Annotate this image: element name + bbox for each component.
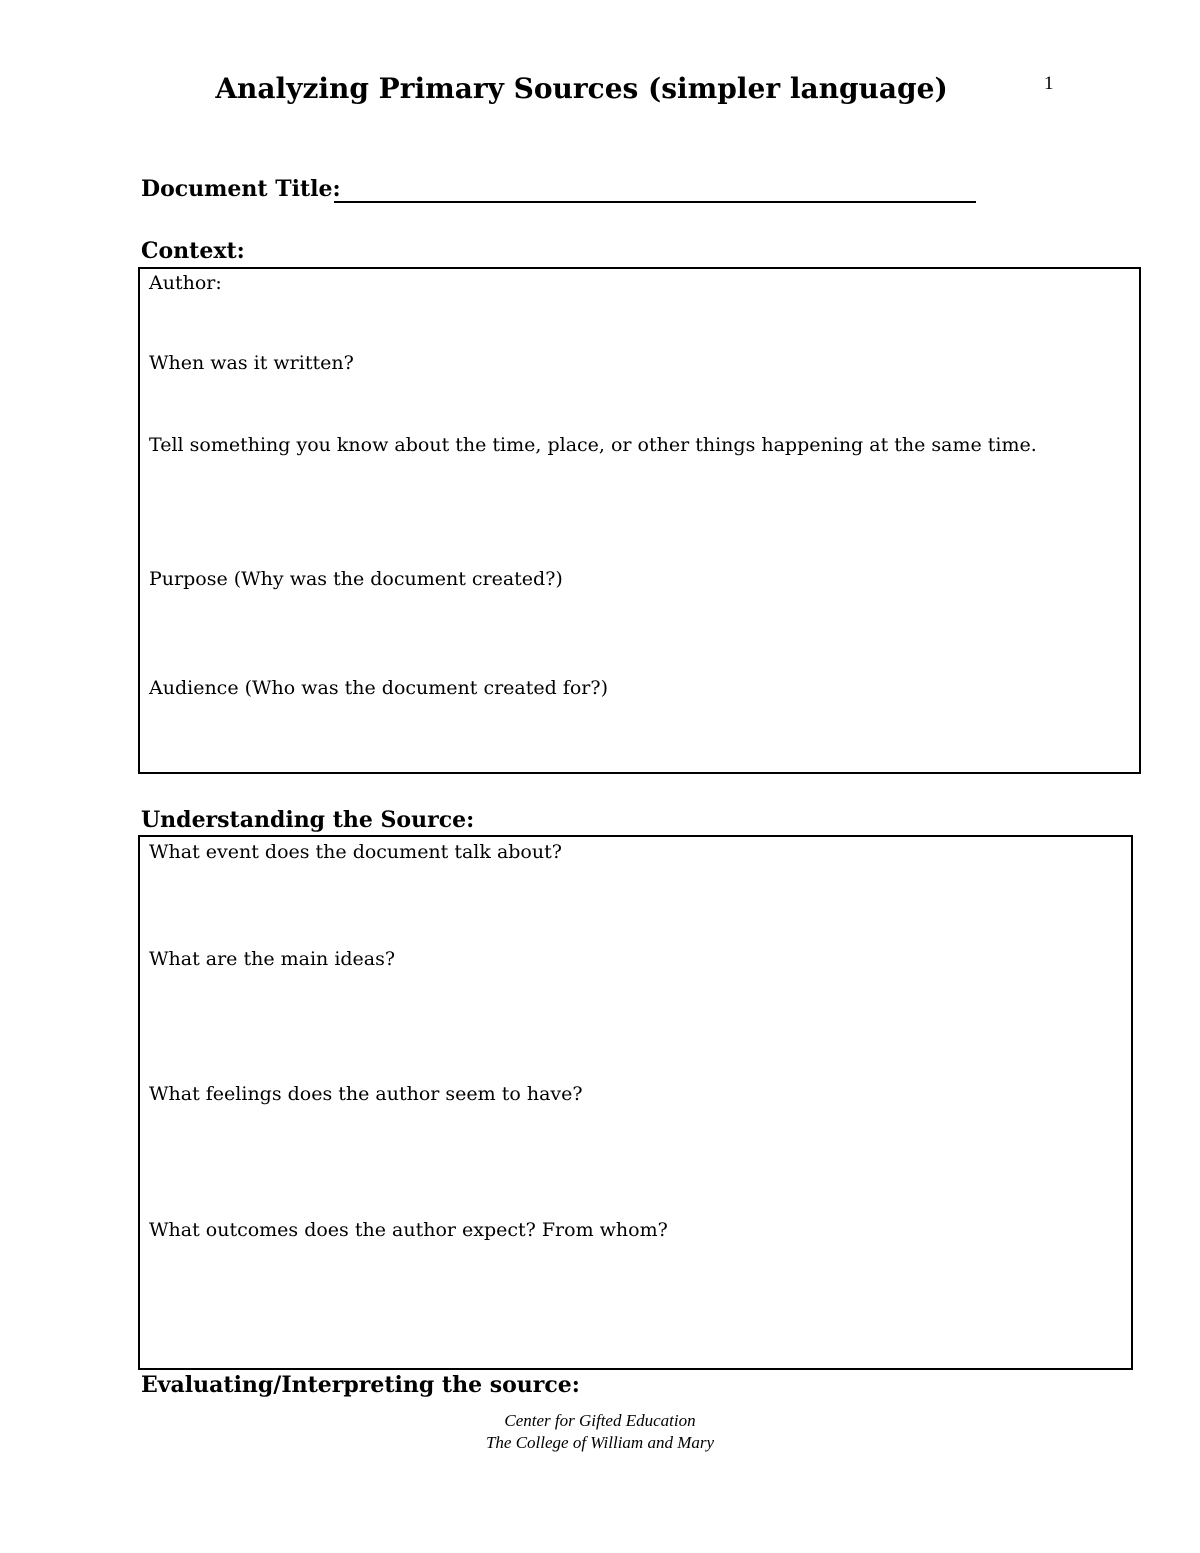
- context-heading: Context:: [141, 238, 245, 264]
- understanding-prompt-outcomes: What outcomes does the author expect? From whom?: [149, 1219, 668, 1241]
- page-title: Analyzing Primary Sources (simpler language): [215, 72, 948, 105]
- context-prompt-audience: Audience (Who was the document created for?): [149, 677, 608, 699]
- understanding-prompt-feelings: What feelings does the author seem to have?: [149, 1083, 583, 1105]
- context-prompt-author: Author:: [149, 272, 222, 294]
- document-title-label: Document Title:: [141, 176, 341, 202]
- understanding-prompt-main-ideas: What are the main ideas?: [149, 948, 396, 970]
- page-number: 1: [1044, 73, 1054, 94]
- understanding-heading: Understanding the Source:: [141, 807, 475, 833]
- context-prompt-when-written: When was it written?: [149, 352, 354, 374]
- understanding-prompt-event: What event does the document talk about?: [149, 841, 562, 863]
- context-prompt-time-place: Tell something you know about the time, place, or other things happening at the same time.: [149, 434, 1037, 456]
- evaluating-heading: Evaluating/Interpreting the source:: [141, 1372, 580, 1398]
- context-prompt-purpose: Purpose (Why was the document created?): [149, 568, 563, 590]
- footer-center-name: Center for Gifted Education: [504, 1411, 696, 1430]
- document-title-blank-line: [334, 201, 976, 203]
- footer-college-name: The College of William and Mary: [485, 1433, 715, 1452]
